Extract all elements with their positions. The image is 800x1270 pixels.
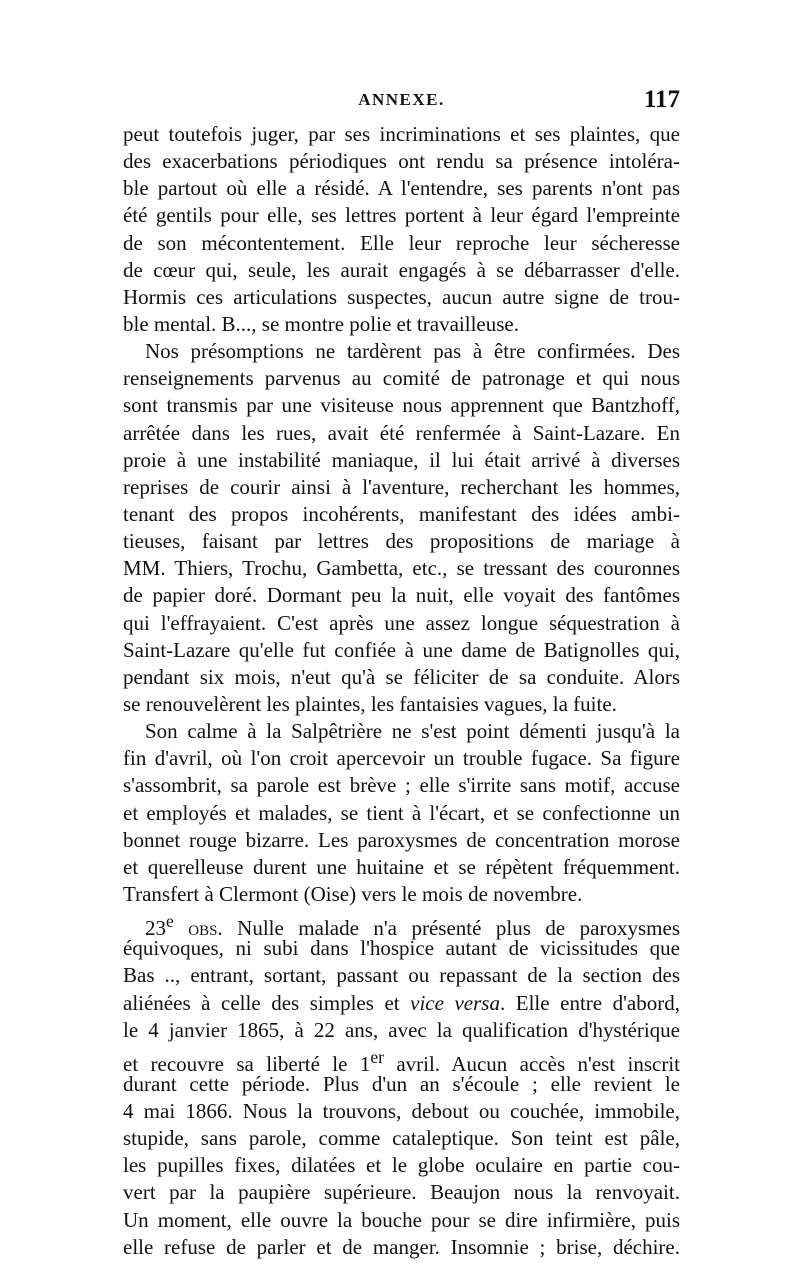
ordinal-suffix: e xyxy=(166,911,174,932)
text-line: qui l'effrayaient. C'est après une assez longue séquestration à xyxy=(123,610,680,635)
text-line: ble partout où elle a résidé. A l'entendre, ses parents n'ont pas xyxy=(123,176,680,201)
line-text: Bas .., entrant, sortant, passant ou repassant de la section des xyxy=(123,963,680,988)
text-line: Saint-Lazare qu'elle fut confiée à une dame de Batignolles qui, xyxy=(123,637,680,662)
observation-number: 23 xyxy=(145,916,166,941)
text-line: été gentils pour elle, ses lettres portent à leur égard l'empreinte xyxy=(123,203,680,228)
text-line: le 4 janvier 1865, à 22 ans, avec la qualification d'hystérique xyxy=(123,1017,680,1042)
text-line: fin d'avril, où l'on croit apercevoir un trouble fugace. Sa figure xyxy=(123,746,680,771)
text-line: et employés et malades, se tient à l'écart, et se confectionne un xyxy=(123,800,680,825)
text-line: reprises de courir ainsi à l'aventure, recherchant les hommes, xyxy=(123,474,680,499)
text-line: de son mécontentement. Elle leur reproche leur sécheresse xyxy=(123,230,680,255)
text-line: peut toutefois juger, par ses incriminations et ses plaintes, que xyxy=(123,122,680,146)
body-text xyxy=(123,121,680,1261)
text-line: Nos présomptions ne tardèrent pas à être confirmées. Des xyxy=(145,339,680,364)
text-line: renseignements parvenus au comité de patronage et qui nous xyxy=(123,366,680,391)
text-line: proie à une instabilité maniaque, il lui était arrivé à diverses xyxy=(123,447,680,472)
italic-phrase: vice versa xyxy=(410,990,500,1015)
text-line: de papier doré. Dormant peu la nuit, elle voyait des fantômes xyxy=(123,583,680,608)
text-line xyxy=(123,962,680,989)
line-text: avril. Aucun accès n'est inscrit xyxy=(383,1051,680,1076)
text-line: pendant six mois, n'eut qu'à se féliciter de sa conduite. Alors xyxy=(123,664,680,689)
text-line xyxy=(123,990,680,1017)
page-number: 117 xyxy=(643,86,680,113)
line-text: . Elle entre d'abord, xyxy=(499,990,680,1015)
line-text: Nulle malade n'a présenté plus de paroxysmes xyxy=(222,916,680,941)
text-line: s'assombrit, sa parole est brève ; elle s'irrite sans motif, accuse xyxy=(123,773,680,798)
text-line: Son calme à la Salpêtrière ne s'est point démenti jusqu'à la xyxy=(145,719,680,744)
text-line: Transfert à Clermont (Oise) vers le mois de novembre. xyxy=(123,881,583,906)
text-line: tieuses, faisant par lettres des propositions de mariage à xyxy=(123,529,680,554)
text-line: ble mental. B..., se montre polie et travailleuse. xyxy=(123,311,519,336)
text-line: arrêtée dans les rues, avait été renfermée à Saint-Lazare. En xyxy=(123,420,680,445)
text-line: 4 mai 1866. Nous la trouvons, debout ou couchée, immobile, xyxy=(123,1099,680,1124)
text-line: équivoques, ni subi dans l'hospice autant de vicissitudes que xyxy=(123,936,680,961)
text-line: vert par la paupière supérieure. Beaujon nous la renvoyait. xyxy=(123,1180,680,1205)
text-line: MM. Thiers, Trochu, Gambetta, etc., se tressant des couronnes xyxy=(123,556,680,581)
obs-abbreviation: obs. xyxy=(173,916,223,941)
observation-line xyxy=(123,908,680,941)
page-header xyxy=(123,86,680,120)
text-line: des exacerbations périodiques ont rendu sa présence intoléra- xyxy=(123,149,680,174)
text-line: les pupilles fixes, dilatées et le globe oculaire en partie cou- xyxy=(123,1153,680,1178)
text-line: Un moment, elle ouvre la bouche pour se dire infirmière, puis xyxy=(123,1207,680,1232)
running-head: ANNEXE. xyxy=(358,90,445,109)
text-line: de cœur qui, seule, les aurait engagés à se débarrasser d'elle. xyxy=(123,257,680,282)
text-line xyxy=(123,1044,680,1076)
text-line: sont transmis par une visiteuse nous apprennent que Bantzhoff, xyxy=(123,393,680,418)
text-line: elle refuse de parler et de manger. Insomnie ; brise, déchire. xyxy=(123,1234,680,1259)
text-line: tenant des propos incohérents, manifestant des idées ambi- xyxy=(123,501,680,526)
text-line: et querelleuse durent une huitaine et se répètent fréquemment. xyxy=(123,854,680,879)
text-line: stupide, sans parole, comme cataleptique. Son teint est pâle, xyxy=(123,1126,680,1151)
text-line: se renouvelèrent les plaintes, les fantaisies vagues, la fuite. xyxy=(123,691,617,716)
line-text: et recouvre sa liberté le 1 xyxy=(123,1051,371,1076)
text-line: durant cette période. Plus d'un an s'écoule ; elle revient le xyxy=(123,1071,680,1096)
text-line: bonnet rouge bizarre. Les paroxysmes de concentration morose xyxy=(123,827,680,852)
text-line: Hormis ces articulations suspectes, aucun autre signe de trou- xyxy=(123,284,680,309)
ordinal-suffix: er xyxy=(370,1046,384,1067)
line-text: aliénées à celle des simples et xyxy=(123,990,411,1015)
